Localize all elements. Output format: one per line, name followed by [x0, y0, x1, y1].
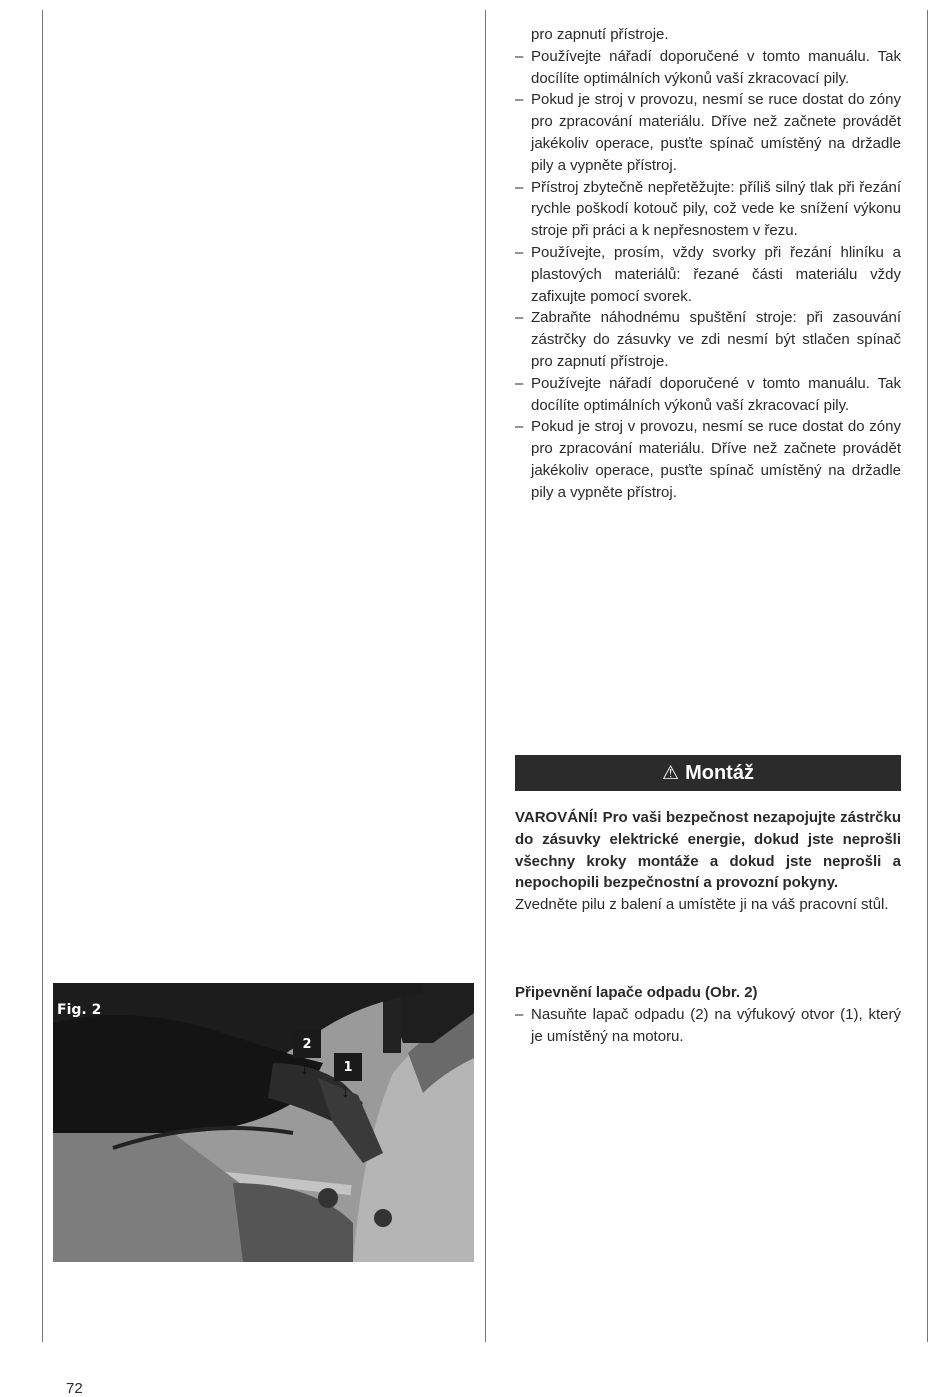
- figure-photo: [53, 983, 474, 1262]
- list-item: – Používejte nářadí doporučené v tomto manuálu. Tak docílíte optimálních výkonů vaší zkracovací pily.: [515, 47, 901, 87]
- column-divider-right: [927, 10, 928, 1342]
- column-divider-left: [42, 10, 43, 1342]
- column-divider-middle: [485, 10, 486, 1342]
- figure-label: Fig. 2: [57, 1002, 102, 1018]
- arrow-down-icon: ↓: [300, 1058, 309, 1078]
- callout-2: 2: [293, 1030, 321, 1058]
- warning-text: VAROVÁNÍ! Pro vaši bezpečnost nezapojujte zástrčku do zásuvky elektrické energie, dokud jste neprošli všechny kroky montáže a dokud jste neprošli a nepochopili bezpečnostní a provozní pokyny.: [515, 809, 901, 892]
- subsection-heading: Připevnění lapače odpadu (Obr. 2): [515, 984, 758, 1001]
- instruction-text: Zvedněte pilu z balení a umístěte ji na váš pracovní stůl.: [515, 896, 889, 914]
- list-item: – Používejte, prosím, vždy svorky při řezání hliníku a plastových materiálů: řezané části materiálu vždy zafixujte pomocí svorek.: [515, 243, 901, 305]
- list-item: – Přístroj zbytečně nepřetěžujte: příliš silný tlak při řezání rychle poškodí kotouč pily, což vede ke snížení výkonu stroje při práci a k nepřesnostem v řezu.: [515, 178, 901, 240]
- section-heading-montaz: [515, 755, 901, 791]
- list-item: – Pokud je stroj v provozu, nesmí se ruce dostat do zóny pro zpracování materiálu. Dříve než začnete provádět jakékoliv operace, pusťte spínač umístěný na držadle pily a vypněte přístroj.: [515, 418, 901, 501]
- continued-text: pro zapnutí přístroje.: [531, 26, 669, 43]
- callout-1: 1: [334, 1053, 362, 1081]
- list-item: – Zabraňte náhodnému spuštění stroje: při zasouvání zástrčky do zásuvky ve zdi nesmí být stlačen spínač pro zapnutí přístroje.: [515, 309, 901, 370]
- warning-triangle-icon: ⚠: [662, 762, 680, 784]
- safety-instructions-list: [515, 24, 901, 504]
- section-title: Montáž: [685, 761, 754, 784]
- arrow-down-icon: ↓: [341, 1081, 350, 1101]
- list-item: – Nasuňte lapač odpadu (2) na výfukový otvor (1), který je umístěný na motoru.: [515, 1005, 901, 1045]
- dust-bag-section: [515, 982, 901, 1047]
- list-item: – Používejte nářadí doporučené v tomto manuálu. Tak docílíte optimálních výkonů vaší zkracovací pily.: [515, 374, 901, 414]
- saw-photo-illustration: [53, 983, 474, 1262]
- page-number: 72: [66, 1380, 83, 1397]
- warning-block: [515, 807, 901, 916]
- list-item: – Pokud je stroj v provozu, nesmí se ruce dostat do zóny pro zpracování materiálu. Dříve než začnete provádět jakékoliv operace, pusťte spínač umístěný na držadle pily a vypněte přístroj.: [515, 91, 901, 174]
